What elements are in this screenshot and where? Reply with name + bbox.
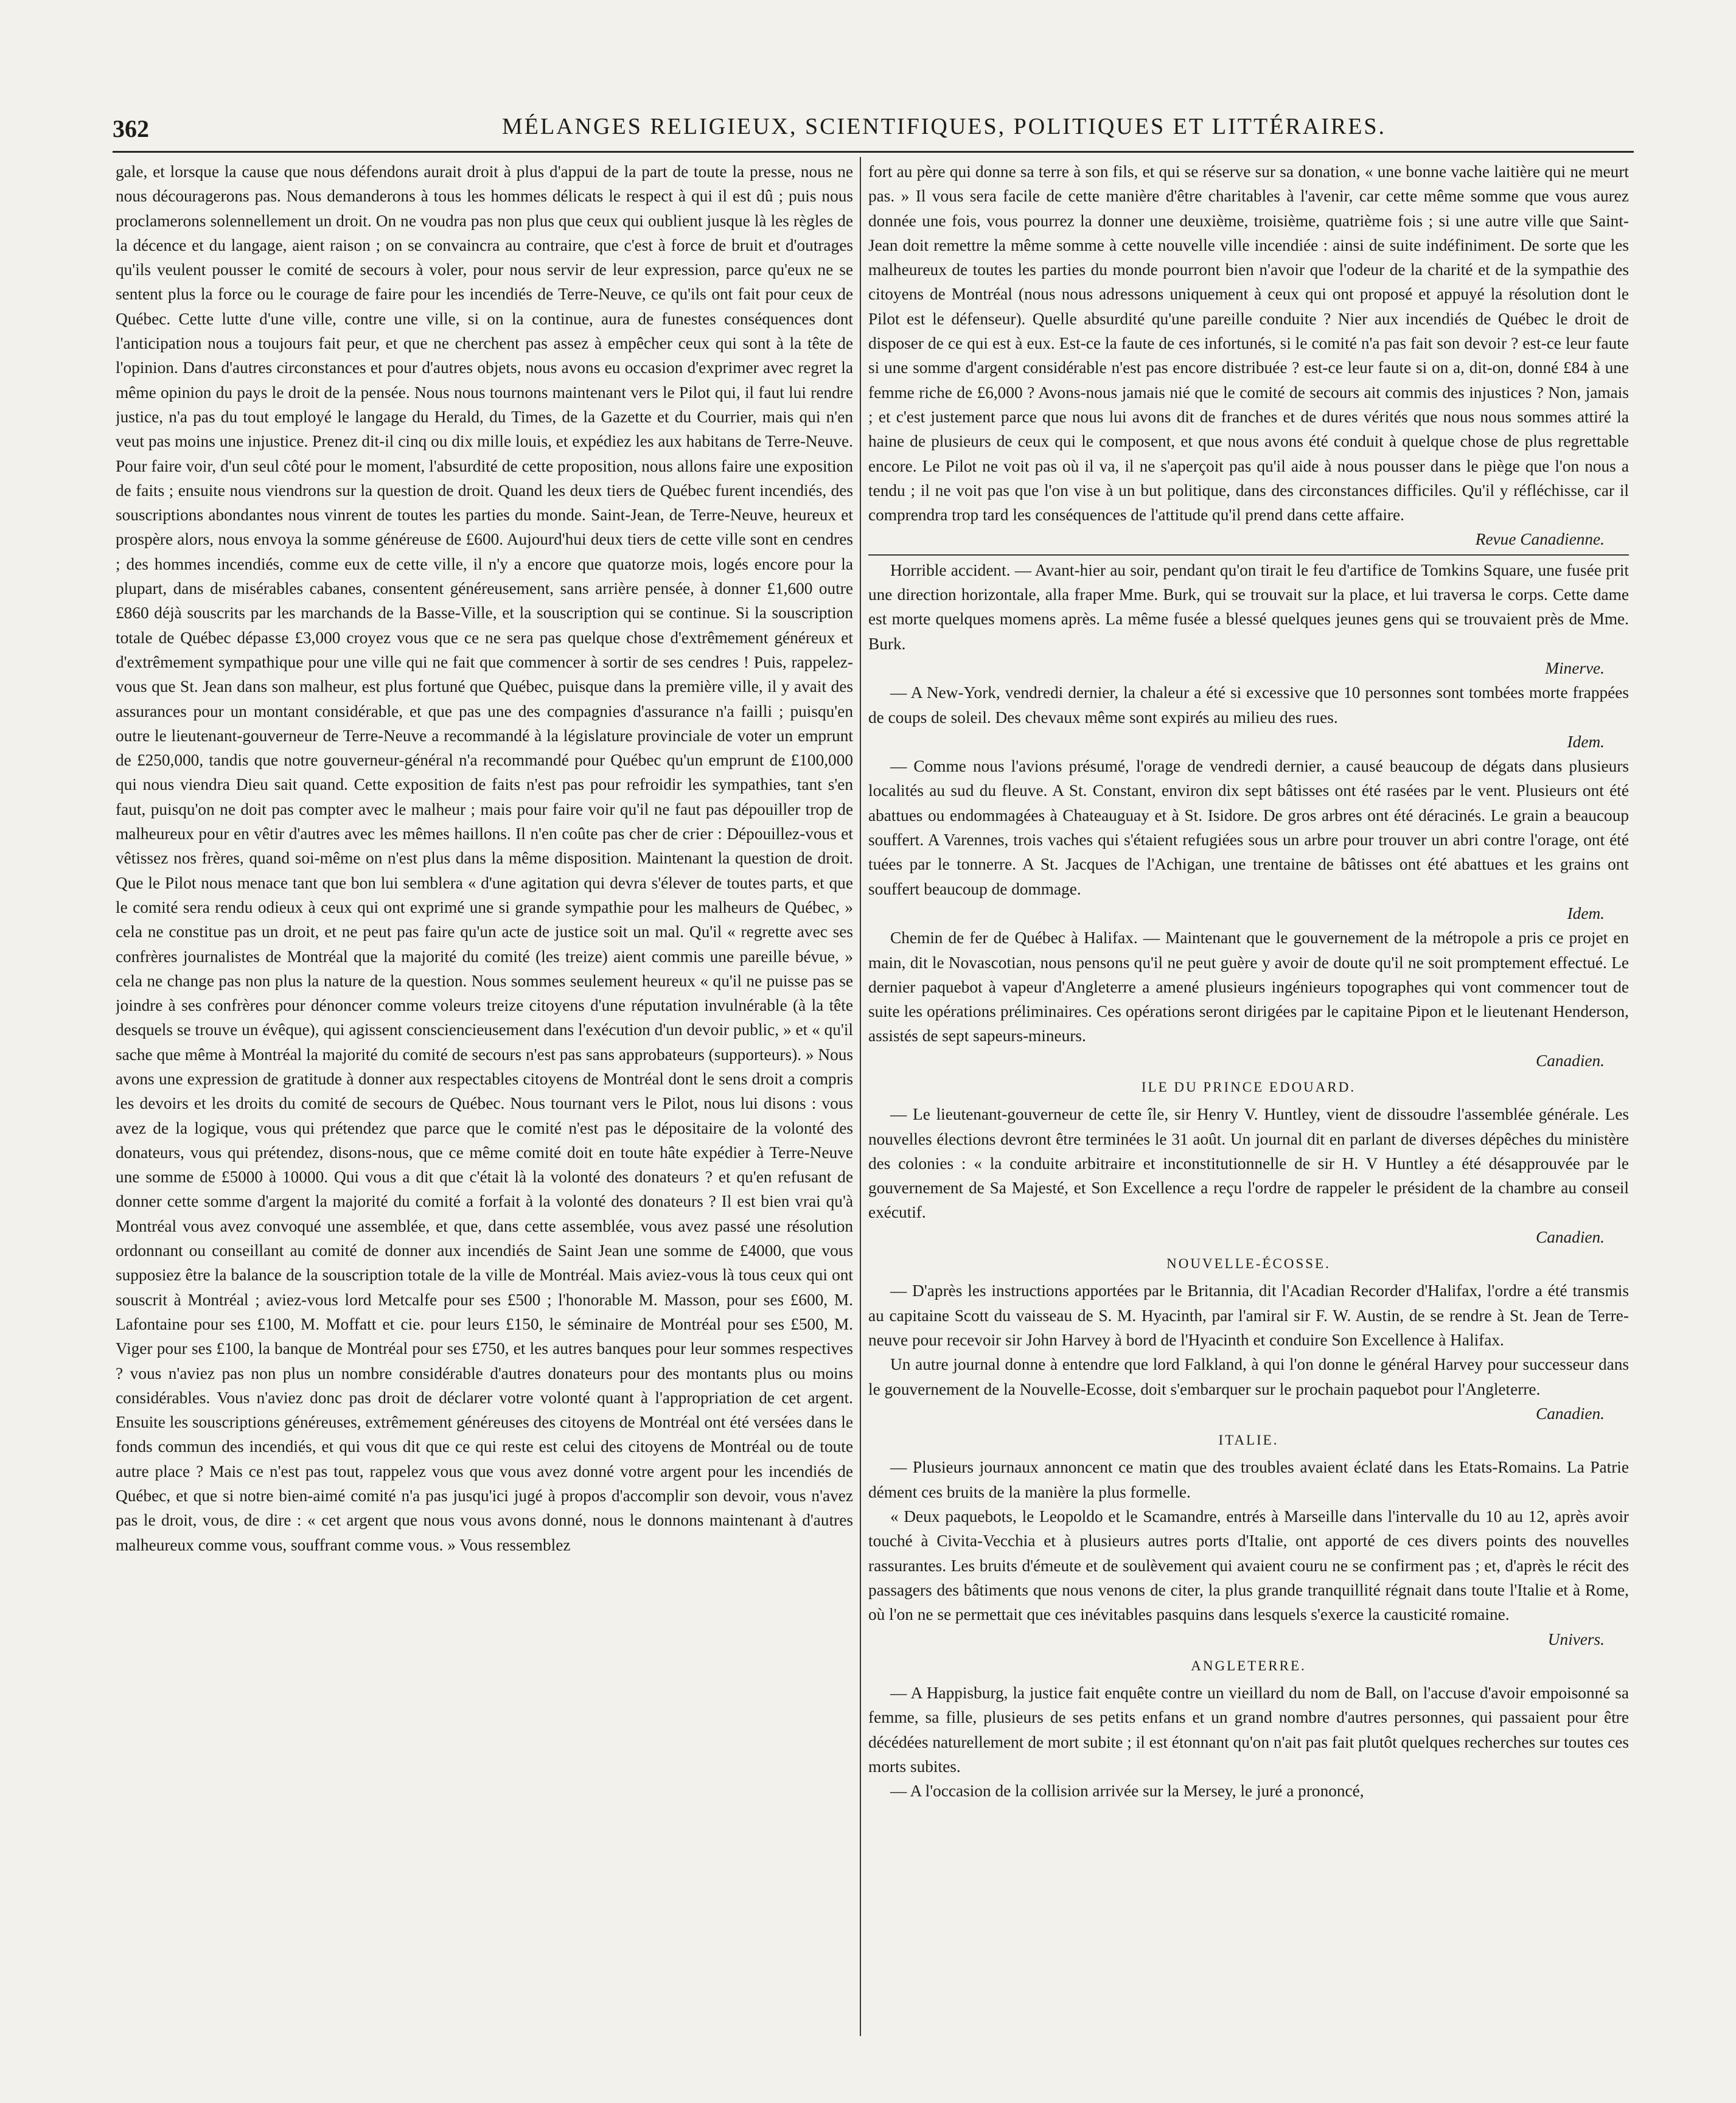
news-item-nouvelle-ecosse-1: — D'après les instructions apportées par le Britannia, dit l'Acadian Recorder d'Halifax, l'ordre a été transmis au capitaine Scott du vaisseau de S. M. Hyacinth, par l'amiral sir F. W. Austin, de se rendre à St. Jean de Terre-neuve pour recevoir sir John Harvey à bord de l'Hyacinth et conduire Son Excellence à Halifax. [868,1282,1629,1349]
source-idem-1: Idem. [1567,732,1605,751]
header-rule [113,151,1634,153]
news-item-angleterre-2: — A l'occasion de la collision arrivée sur la Mersey, le juré a prononcé, [890,1782,1364,1801]
article-continuation-text: gale, et lorsque la cause que nous défendons aurait droit à plus d'appui de la part de toute la presse, nous ne nous découragerons pas. Nous demanderons à tous les hommes délicats le respect à qui il est dû ; puis nous proclamerons solennellement un droit. On ne voudra pas non plus que ceux qui oublient jusque là les règles de la décence et du langage, aient raison ; on se convaincra au contraire, que c'est à force de bruit et d'outrages qu'ils veulent pousser le comité de secours à voler, pour nous servir de leur expression, parce qu'eux ne se sentent plus la force ou le courage de faire pour les incendiés de Terre-Neuve, ce qu'ils ont fait pour ceux de Québec. Cette lutte d'une ville, contre une ville, si on la continue, aura de funestes conséquences dont l'anticipation nous a toujours fait peur, et que ne cherchent pas assez à empêcher ceux qui sont à la tête de l'opinion. Dans d'autres circonstances et pour d'autres objets, nous avons eu occasion d'exprimer avec regret la même opinion du pays le droit de la pensée. Nous nous tournons maintenant vers le Pilot qui, il faut lui rendre justice, n'a pas du tout employé le langage du Herald, du Times, de la Gazette et du Courrier, mais qui n'en veut pas moins une injustice. Prenez dit-il cinq ou dix mille louis, et expédiez les aux habitans de Terre-Neuve. Pour faire voir, d'un seul côté pour le moment, l'absurdité de cette proposition, nous allons faire une exposition de faits ; ensuite nous viendrons sur la question de droit. Quand les deux tiers de Québec furent incendiés, des souscriptions abondantes nous vinrent de toutes les parties du monde. Saint-Jean, de Terre-Neuve, heureux et prospère alors, nous envoya la somme généreuse de £600. Aujourd'hui deux tiers de cette ville sont en cendres ; des hommes incendiés, comme eux de cette ville, il n'y a encore que quatorze mois, logés encore pour la plupart, dans de misérables cabanes, consentent généreusement, sans arrière pensée, à donner £1,600 outre £860 déjà souscrits par les marchands de la Basse-Ville, et la souscription qui se continue. Si la souscription totale de Québec dépasse £3,000 croyez vous que ce ne sera pas quelque chose d'extrêmement généreux et d'extrêmement sympathique pour une ville qui ne fait que commencer à sortir de ses cendres ! Puis, rappelez-vous que St. Jean dans son malheur, est plus fortuné que Québec, puisque dans la première ville, il y avait des assurances pour un montant considérable, et que pas une des compagnies d'assurance n'a failli ; puisqu'en outre le lieutenant-gouverneur de Terre-Neuve a recommandé à la législature provinciale de voter un emprunt de £250,000, tandis que notre gouverneur-général n'a recommandé pour Québec qu'un emprunt de £100,000 qui nous viendra Dieu sait quand. Cette exposition de faits n'est pas pour refroidir les sympathies, tant s'en faut, puisqu'on ne doit pas compter avec le malheur ; mais pour faire voir qu'il ne faut pas dépouiller trop de malheureux pour en vêtir d'autres avec les mêmes haillons. Il n'en coûte pas cher de crier : Dépouillez-vous et vêtissez nos frères, quand soi-même on n'est plus dans la même disposition. Maintenant la question de droit. Que le Pilot nous menace tant que bon lui semblera « d'une agitation qui devra s'élever de toutes parts, et que le comité sera rendu odieux à ceux qui ont exprimé une si grande sympathie pour les malheurs de Québec, » cela ne constitue pas un droit, et ne peut pas faire qu'un acte de justice soit un mal. Qu'il « regrette avec ses confrères journalistes de Montréal que la majorité du comité (les treize) aient commis une pareille bévue, » cela ne change pas non plus la nature de la question. Nous sommes seulement heureux « qu'il ne puisse pas se joindre à ses confrères pour dénoncer comme voleurs treize citoyens d'une réputation invulnérable (à la tête desquels se trouve un évêque), qui agissent consciencieusement dans l'exécution d'un devoir public, » et « qu'il sache que même à Montréal la majorité du comité de secours n'est pas sans approbateurs (supporteurs). » Nous avons une expression de gratitude à donner aux respectables citoyens de Montréal dont le sens droit a compris les devoirs et les droits du comité de secours de Québec. Nous tournant vers le Pilot, nous lui disons : vous avez de la logique, vous qui prétendez que parce que le comité n'est pas le dépositaire de la volonté des donateurs, vous qui prétendez, disons-nous, que ce même comité doit en toute hâte expédier à Terre-Neuve une somme de £5000 à 10000. Qui vous a dit que c'était là la volonté des donateurs ? et qu'en refusant de donner cette somme d'argent la majorité du comité a forfait à la volonté des donateurs ? Il est bien vrai qu'à Montréal vous avez convoqué une assemblée, et que, dans cette assemblée, vous avez passé une résolution ordonnant ou conseillant au comité de donner aux incendiés de Saint Jean une somme de £4000, que vous supposiez être la balance de la souscription totale de la ville de Montréal. Mais aviez-vous là tous ceux qui ont souscrit à Montréal ; aviez-vous lord Metcalfe pour ses £500 ; l'honorable M. Masson, pour ses £600, M. Lafontaine pour ses £100, M. Moffatt et cie. pour leurs £150, le séminaire de Montréal pour ses £500, M. Viger pour ses £100, la banque de Montréal pour ses £750, et les autres banques pour leur sommes respectives ? vous n'aviez pas non plus un nombre considérable d'autres donateurs pour des montants plus ou moins considérables. Vous n'aviez donc pas droit de déclarer votre volonté quant à l'appropriation de cet argent. Ensuite les souscriptions généreuses, extrêmement généreuses des citoyens de Montréal ont été versées dans le fonds commun des incendiés, et qui vous dit que ce qui reste est celui des citoyens de Montréal ou de toute autre place ? Mais ce n'est pas tout, rappelez vous que vous avez donné votre argent pour les incendiés de Québec, et que si notre bien-aimé comité n'a pas jusqu'ici jugé à propos d'accomplir son devoir, vous n'avez pas le droit, vous, de dire : « cet argent que nous vous avons donné, nous le donnons maintenant à d'autres malheureux comme vous, souffrant comme vous. » Vous ressemblez [116,162,853,1554]
source-revue-canadienne: Revue Canadienne. [1475,530,1605,549]
column-divider [860,157,861,2036]
left-column [116,159,853,2036]
section-heading-ile-du-prince-edouard: ILE DU PRINCE EDOUARD. [1141,1079,1356,1095]
source-canadien-3: Canadien. [1536,1404,1605,1423]
article-conclusion-text: fort au père qui donne sa terre à son fils, et qui se réserve sur sa donation, « une bonne vache laitière qui ne meurt pas. » Il vous sera facile de cette manière d'être charitables à l'avenir, car cette même somme que vous aurez donnée une fois, vous pourrez la donner une deuxième, troisième, quatrième fois ; si une autre ville que Saint-Jean doit remettre la même somme à cette nouvelle ville incendiée : ainsi de suite indéfiniment. De sorte que les malheureux de toutes les parties du monde pourront bien n'avoir que l'odeur de la charité et de la sympathie des citoyens de Montréal (nous nous adressons uniquement à ceux qui ont proposé et appuyé la résolution dont le Pilot est le défenseur). Quelle absurdité qu'une pareille conduite ? Nier aux incendiés de Québec le droit de disposer de ce qui est à eux. Est-ce la faute de ces infortunés, si le comité n'a pas fait son devoir ? est-ce leur faute si une somme d'argent considérable n'est pas encore distribuée ? est-ce leur faute si on a, dit-on, donné £84 à une femme riche de £6,000 ? Avons-nous jamais nié que le comité de secours ait commis des injustices ? Non, jamais ; et c'est justement parce que nous lui avons dit de franches et de dures vérités que nous nous sommes attiré la haine de plusieurs de ceux qui le composent, et que nous avons été conduit à quelque chose de plus regrettable encore. Le Pilot ne voit pas où il va, il ne s'aperçoit pas qu'il aide à nous pousser dans le piège que l'on nous a tendu ; il ne voit pas que l'on vise à un but politique, dans des circonstances difficiles. Qu'il y réfléchisse, car il comprendra trop tard les conséquences de l'attitude qu'il prend dans cette affaire. [868,162,1629,525]
source-idem-2: Idem. [1567,904,1605,922]
news-item-prince-edouard: — Le lieutenant-gouverneur de cette île, sir Henry V. Huntley, vient de dissoudre l'assemblée générale. Les nouvelles élections devront être terminées le 31 août. Un journal dit en parlant de diverses dépêches du ministère des colonies : « la conduite arbitraire et inconstitutionnelle de sir H. V Huntley a été désapprouvée par le gouvernement de Sa Majesté, et Son Excellence a reçu l'ordre de rappeler le président de la chambre au conseil exécutif. [868,1105,1629,1222]
section-heading-nouvelle-ecosse: NOUVELLE-ÉCOSSE. [1166,1256,1331,1272]
news-item-nouvelle-ecosse-2: Un autre journal donne à entendre que lord Falkland, à qui l'on donne le général Harvey pour successeur dans le gouvernement de la Nouvelle-Ecosse, doit s'embarquer sur le prochain paquebot pour l'Angleterre. [868,1355,1629,1398]
running-title: MÉLANGES RELIGIEUX, SCIENTIFIQUES, POLITIQUES ET LITTÉRAIRES. [501,114,1387,139]
news-item-italie-1: — Plusieurs journaux annoncent ce matin que des troubles avaient éclaté dans les Etats-Romains. La Patrie dément ces bruits de la manière la plus formelle. [868,1458,1629,1501]
news-item-new-york: — A New-York, vendredi dernier, la chaleur a été si excessive que 10 personnes sont tombées morte frappées de coups de soleil. Des chevaux même sont expirés au milieu des rues. [868,683,1629,727]
page-number: 362 [113,115,149,142]
source-univers: Univers. [1547,1630,1605,1648]
source-minerve: Minerve. [1545,658,1605,677]
news-item-italie-2: « Deux paquebots, le Leopoldo et le Scamandre, entrés à Marseille dans l'intervalle du 10 au 12, après avoir touché à Civita-Vecchia et à plusieurs autres ports d'Italie, ont apporté de ces divers points des nouvelles rassurantes. Les bruits d'émeute et de soulèvement qui avaient couru ne se confirment pas ; et, d'après le récit des passagers des bâtiments que nous venons de citer, la plus grande tranquillité régnait dans toute l'Italie et à Rome, où l'on ne se permettait que ces inévitables pasquins dans lesquels s'exerce la causticité romaine. [868,1507,1629,1624]
page-header [85,110,1645,146]
source-canadien-2: Canadien. [1536,1227,1605,1246]
news-item-accident: Horrible accident. — Avant-hier au soir, pendant qu'on tirait le feu d'artifice de Tomkins Square, une fusée prit une direction horizontale, alla fraper Mme. Burk, qui se trouvait sur la place, et lui traversa le corps. Cette dame est morte quelques momens après. La même fusée a blessé quelques jeunes gens qui se trouvaient près de Mme. Burk. [868,560,1629,653]
right-column [868,159,1629,2036]
source-canadien-1: Canadien. [1536,1051,1605,1070]
news-item-orage: — Comme nous l'avions présumé, l'orage de vendredi dernier, a causé beaucoup de dégats dans plusieurs localités au sud du fleuve. A St. Constant, environ dix sept bâtisses ont été rasées par le vent. Plusieurs ont été abattues ou endommagées à Chateauguay et à St. Isidore. De gros arbres ont été déracinés. Le grain a beaucoup souffert. A Varennes, trois vaches qui s'étaient refugiées sous un arbre pour trouver un abri contre l'orage, ont été tuées par le tonnerre. A St. Jacques de l'Achigan, une trentaine de bâtisses ont été abattues et les grains ont souffert beaucoup de dommage. [868,757,1629,898]
section-heading-italie: ITALIE. [1218,1432,1279,1448]
section-heading-angleterre: ANGLETERRE. [1191,1658,1306,1673]
item-separator [868,554,1629,556]
news-item-chemin-de-fer: Chemin de fer de Québec à Halifax. — Maintenant que le gouvernement de la métropole a pris ce projet en main, dit le Novascotian, nous pensons qu'il ne peut guère y avoir de doute qu'il ne soit promptement effectué. Le dernier paquebot à vapeur d'Angleterre a amené plusieurs ingénieurs topographes qui vont commencer tout de suite les opérations préliminaires. Ces opérations seront dirigées par le capitaine Pipon et le lieutenant Henderson, assistés de sept sapeurs-mineurs. [868,929,1629,1045]
news-item-angleterre-1: — A Happisburg, la justice fait enquête contre un vieillard du nom de Ball, on l'accuse d'avoir empoisonné sa femme, sa fille, plusieurs de ses petits enfans et un grand nombre d'autres personnes, qui passaient pour être décédées naturellement de mort subite ; il est étonnant qu'on n'ait pas fait plutôt quelques recherches sur toutes ces morts subites. [868,1684,1629,1776]
